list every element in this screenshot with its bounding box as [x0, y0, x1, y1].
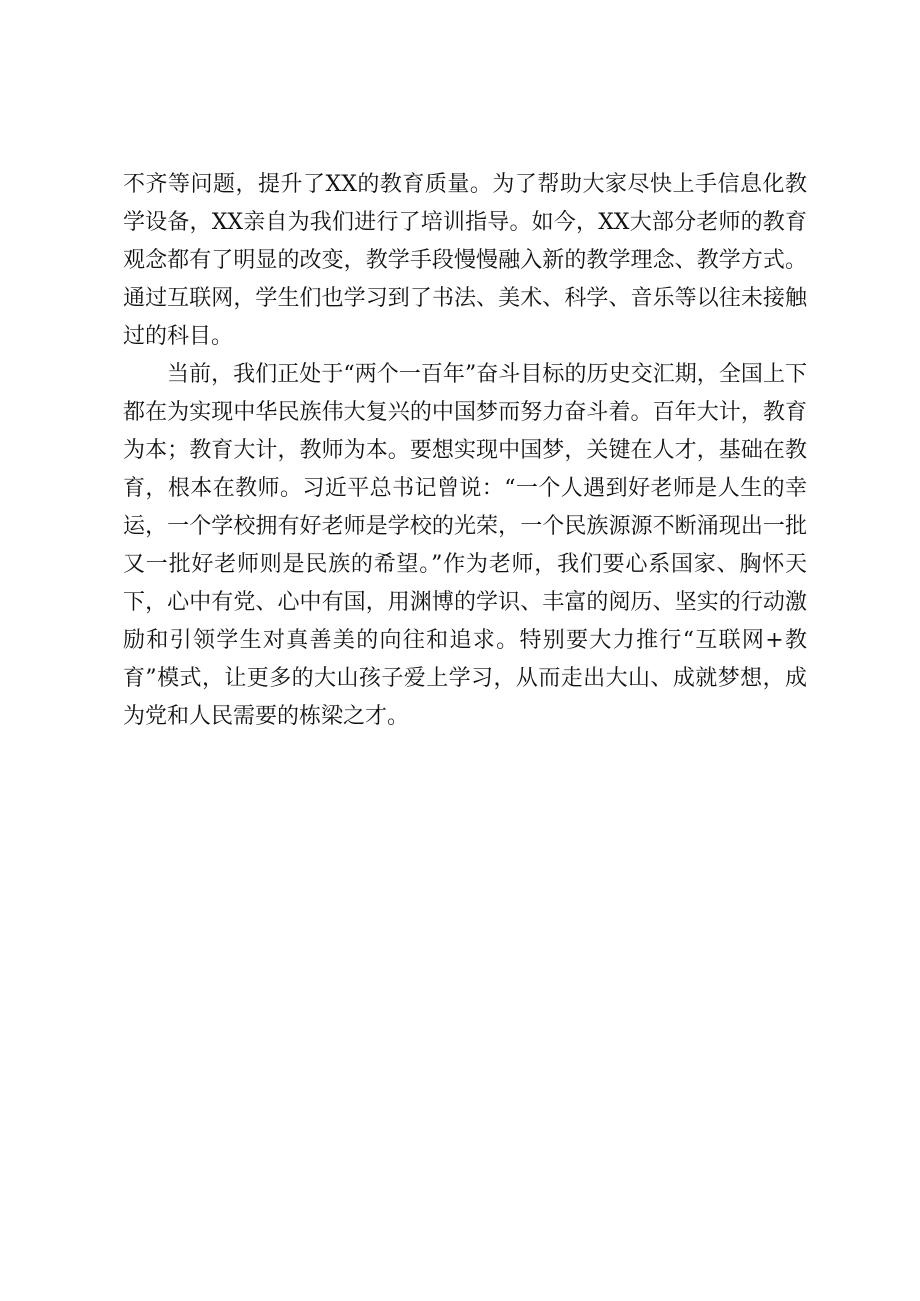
document-body	[123, 166, 807, 736]
paragraph-continuation: 不齐等问题，提升了XX的教育质量。为了帮助大家尽快上手信息化教学设备，XX亲自为我们进行了培训指导。如今，XX大部分老师的教育观念都有了明显的改变，教学手段慢慢融入新的教学理念、教学方式。通过互联网，学生们也学习到了书法、美术、科学、音乐等以往未接触过的科目。	[123, 172, 807, 349]
paragraph-body: 当前，我们正处于“两个一百年”奋斗目标的历史交汇期，全国上下都在为实现中华民族伟大复兴的中国梦而努力奋斗着。百年大计，教育为本；教育大计，教师为本。要想实现中国梦，关键在人才，基础在教育，根本在教师。习近平总书记曾说：“一个人遇到好老师是人生的幸运，一个学校拥有好老师是学校的光荣，一个民族源源不断涌现出一批又一批好老师则是民族的希望。”作为老师，我们要心系国家、胸怀天下，心中有党、心中有国，用渊博的学识、丰富的阅历、坚实的行动激励和引领学生对真善美的向往和追求。特别要大力推行“互联网+教育”模式，让更多的大山孩子爱上学习，从而走出大山、成就梦想，成为党和人民需要的栋梁之才。	[123, 362, 807, 729]
